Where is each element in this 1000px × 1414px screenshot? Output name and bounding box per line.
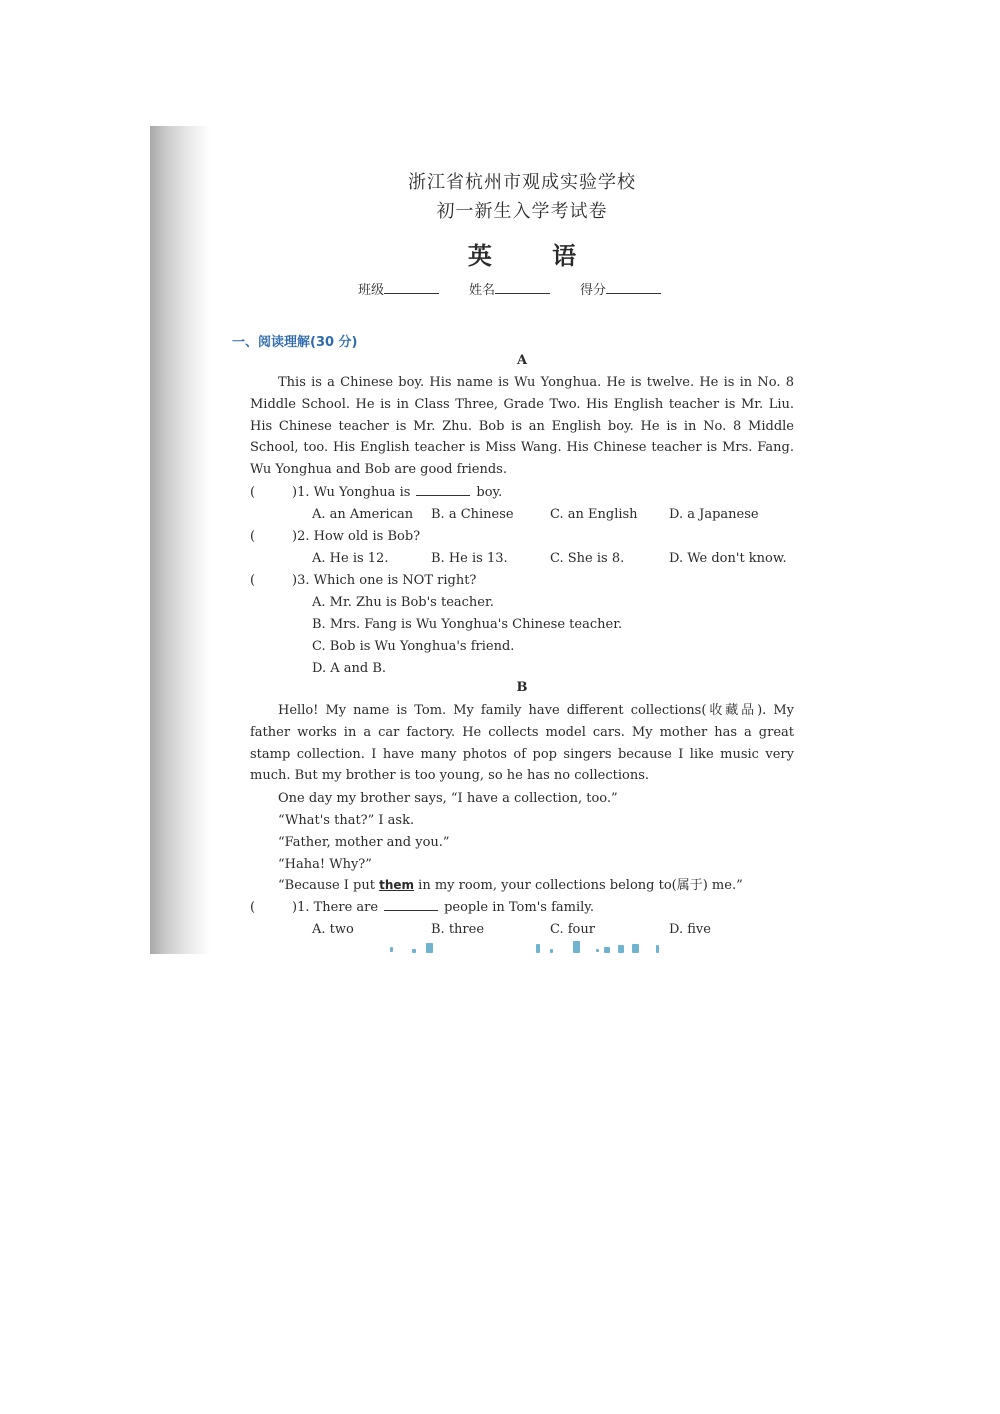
option: A. an American (312, 507, 414, 522)
dialogue-line: “What's that?” I ask. (278, 813, 415, 828)
question-number: )1. (292, 485, 310, 500)
scan-artifacts (390, 941, 670, 955)
dialogue-line: “Haha! Why?” (278, 857, 372, 872)
question-a2 (250, 526, 420, 548)
question-stem: Wu Yonghua is (313, 485, 411, 500)
option: C. She is 8. (550, 551, 625, 566)
emphasized-word: them (379, 878, 415, 892)
question-stem: Which one is NOT right? (313, 573, 477, 588)
dialogue-line: One day my brother says, “I have a collection, too.” (278, 791, 618, 806)
question-number: )2. (292, 529, 310, 544)
answer-paren: ( (250, 529, 256, 544)
question-number: )3. (292, 573, 310, 588)
question-stem-end: people in Tom's family. (444, 900, 595, 915)
option: D. a Japanese (669, 507, 759, 522)
passage-a-label: A (516, 353, 528, 368)
scan-edge-shadow (150, 126, 210, 954)
answer-paren: ( (250, 485, 256, 500)
option: C. an English (550, 507, 638, 522)
name-field (469, 279, 550, 298)
option: D. five (669, 922, 711, 937)
option: D. We don't know. (669, 551, 787, 566)
fill-blank (416, 483, 470, 496)
dialogue-line-last (278, 875, 822, 897)
question-number: )1. (292, 900, 310, 915)
class-field (358, 279, 439, 298)
option: C. four (550, 922, 595, 937)
dialogue-line: “Father, mother and you.” (278, 835, 450, 850)
option: B. Mrs. Fang is Wu Yonghua's Chinese teacher. (312, 617, 623, 632)
passage-b-label: B (516, 680, 528, 695)
question-stem-end: boy. (476, 485, 503, 500)
answer-paren: ( (250, 900, 256, 915)
options-b1 (312, 919, 788, 941)
question-a3 (250, 570, 476, 592)
class-blank (384, 281, 439, 294)
score-blank (606, 281, 661, 294)
question-stem: How old is Bob? (313, 529, 421, 544)
options-a2 (312, 548, 788, 570)
score-field (580, 279, 661, 298)
option: B. a Chinese (431, 507, 514, 522)
section-title: 一、阅读理解(30 分) (232, 335, 358, 350)
score-label: 得分 (580, 283, 607, 298)
dialogue-text: “Because I put (278, 878, 380, 893)
subject-title: 英 语 (467, 241, 603, 270)
passage-a-text: This is a Chinese boy. His name is Wu Yonghua. He is twelve. He is in No. 8 Middle School. He is in Class Three, Grade Two. His English teacher is Mr. Liu. His Chinese teacher is Mr. Zhu. Bob is an English boy. He is in No. 8 Middle School, too. His English teacher is Miss Wang. His Chinese teacher is Mrs. Fang. Wu Yonghua and Bob are good friends. (250, 375, 794, 478)
option: A. Mr. Zhu is Bob's teacher. (312, 595, 494, 610)
option: A. He is 12. (312, 551, 389, 566)
question-a1 (250, 482, 502, 504)
exam-title: 初一新生入学考试卷 (436, 201, 608, 222)
fill-blank (384, 898, 438, 911)
question-b1 (250, 897, 594, 919)
dialogue-text: in my room, your collections belong to(属于) me.” (414, 878, 743, 893)
passage-b-text: Hello! My name is Tom. My family have different collections(收藏品). My father works in a car factory. He collects model cars. My mother has a great stamp collection. I have many photos of pop singers because I like music very much. But my brother is too young, so he has no collections. (250, 703, 794, 784)
student-info-row (358, 279, 678, 298)
option: B. He is 13. (431, 551, 508, 566)
option: B. three (431, 922, 485, 937)
option: D. A and B. (312, 661, 387, 676)
question-stem: There are (313, 900, 379, 915)
answer-paren: ( (250, 573, 256, 588)
options-a1 (312, 504, 788, 526)
name-label: 姓名 (469, 283, 496, 298)
name-blank (495, 281, 550, 294)
option: C. Bob is Wu Yonghua's friend. (312, 639, 515, 654)
class-label: 班级 (358, 283, 385, 298)
school-name: 浙江省杭州市观成实验学校 (408, 172, 636, 193)
option: A. two (312, 922, 354, 937)
